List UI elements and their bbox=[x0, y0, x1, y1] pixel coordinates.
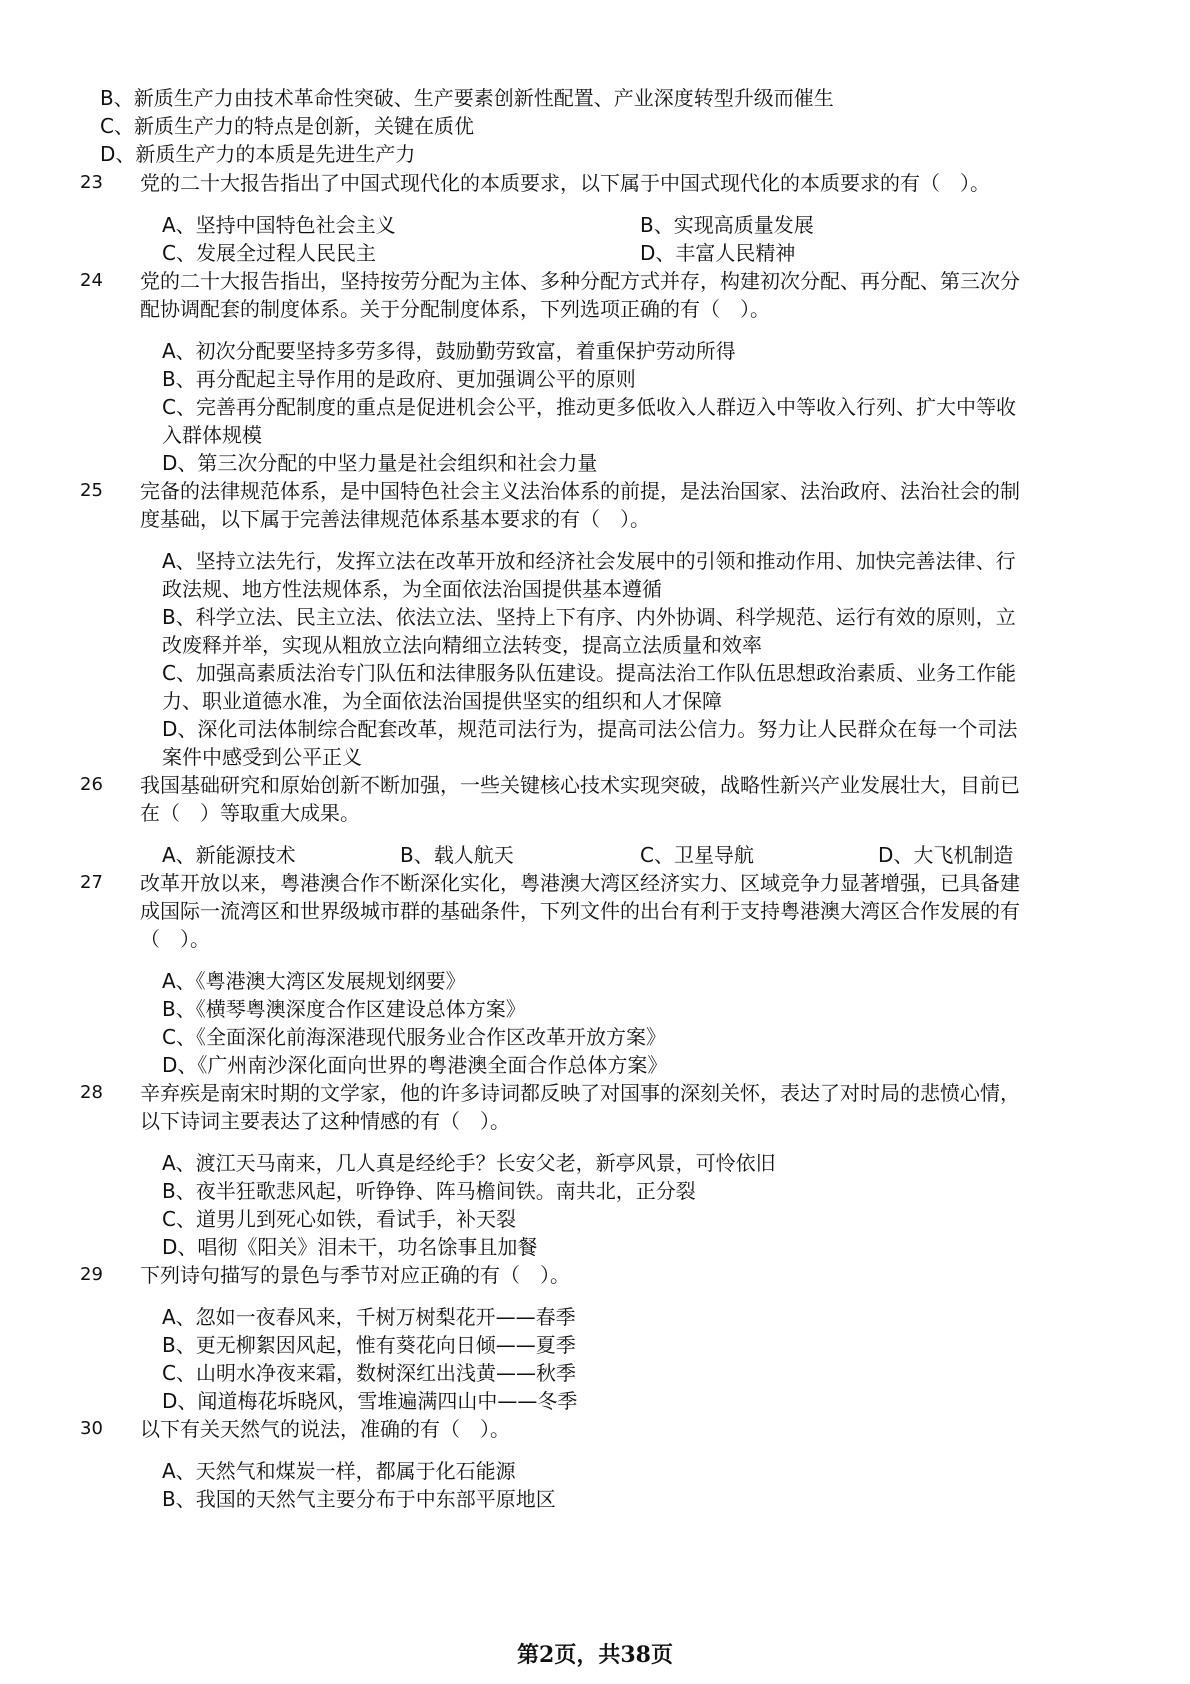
option-text: D、第三次分配的中坚力量是社会组织和社会力量 bbox=[162, 451, 598, 475]
question-number: 24 bbox=[80, 270, 103, 291]
option-text: C、卫星导航 bbox=[640, 843, 754, 867]
option-text: A、初次分配要坚持多劳多得，鼓励勤劳致富，着重保护劳动所得 bbox=[162, 339, 736, 363]
option-text: C、完善再分配制度的重点是促进机会公平，推动更多低收入人群迈入中等收入行列、扩大中等收 bbox=[162, 395, 1016, 419]
option-text: D、新质生产力的本质是先进生产力 bbox=[100, 142, 416, 166]
option-text: C、《全面深化前海深港现代服务业合作区改革开放方案》 bbox=[162, 1025, 666, 1049]
option-text: B、夜半狂歌悲风起，听铮铮、阵马檐间铁。南共北，正分裂 bbox=[162, 1179, 696, 1203]
option-text: 力、职业道德水准，为全面依法治国提供坚实的组织和人才保障 bbox=[162, 689, 722, 713]
option-text: B、科学立法、民主立法、依法立法、坚持上下有序、内外协调、科学规范、运行有效的原则，立 bbox=[162, 605, 1016, 629]
option-text: B、实现高质量发展 bbox=[640, 213, 814, 237]
question-stem: （ ）。 bbox=[140, 927, 210, 951]
question-stem: 在（ ）等取重大成果。 bbox=[140, 801, 360, 825]
option-text: D、丰富人民精神 bbox=[640, 241, 796, 265]
question-stem: 我国基础研究和原始创新不断加强，一些关键核心技术实现突破，战略性新兴产业发展壮大，目前已 bbox=[140, 773, 1020, 797]
question-stem: 完备的法律规范体系，是中国特色社会主义法治体系的前提，是法治国家、法治政府、法治社会的制 bbox=[140, 479, 1020, 503]
option-text: A、天然气和煤炭一样，都属于化石能源 bbox=[162, 1459, 516, 1483]
option-text: 改废释并举，实现从粗放立法向精细立法转变，提高立法质量和效率 bbox=[162, 633, 762, 657]
option-text: D、《广州南沙深化面向世界的粤港澳全面合作总体方案》 bbox=[162, 1053, 668, 1077]
page-footer: 第2页，共38页 bbox=[517, 1642, 673, 1668]
option-text: 政法规、地方性法规体系，为全面依法治国提供基本遵循 bbox=[162, 577, 662, 601]
question-stem: 下列诗句描写的景色与季节对应正确的有（ ）。 bbox=[140, 1263, 570, 1287]
question-stem: 以下有关天然气的说法，准确的有（ ）。 bbox=[140, 1417, 510, 1441]
question-number: 26 bbox=[80, 774, 103, 795]
option-text: B、再分配起主导作用的是政府、更加强调公平的原则 bbox=[162, 367, 636, 391]
option-text: C、山明水净夜来霜，数树深红出浅黄——秋季 bbox=[162, 1361, 576, 1385]
question-stem: 以下诗词主要表达了这种情感的有（ ）。 bbox=[140, 1109, 510, 1133]
option-text: 案件中感受到公平正义 bbox=[162, 745, 362, 769]
option-text: A、坚持立法先行，发挥立法在改革开放和经济社会发展中的引领和推动作用、加快完善法律、行 bbox=[162, 549, 1016, 573]
option-text: C、道男儿到死心如铁，看试手，补天裂 bbox=[162, 1207, 516, 1231]
option-text: 入群体规模 bbox=[162, 423, 262, 447]
option-text: A、坚持中国特色社会主义 bbox=[162, 213, 396, 237]
option-text: D、深化司法体制综合配套改革，规范司法行为，提高司法公信力。努力让人民群众在每一个司法 bbox=[162, 717, 1018, 741]
question-stem: 配协调配套的制度体系。关于分配制度体系，下列选项正确的有（ ）。 bbox=[140, 297, 770, 321]
question-number: 28 bbox=[80, 1082, 103, 1103]
option-text: B、《横琴粤澳深度合作区建设总体方案》 bbox=[162, 997, 526, 1021]
question-number: 23 bbox=[80, 172, 103, 193]
option-text: C、发展全过程人民民主 bbox=[162, 241, 376, 265]
question-stem: 成国际一流湾区和世界级城市群的基础条件，下列文件的出台有利于支持粤港澳大湾区合作发展的有 bbox=[140, 899, 1020, 923]
question-stem: 党的二十大报告指出了中国式现代化的本质要求，以下属于中国式现代化的本质要求的有（ ）。 bbox=[140, 171, 990, 195]
option-text: B、载人航天 bbox=[400, 843, 514, 867]
option-text: D、大飞机制造 bbox=[878, 843, 1014, 867]
option-text: C、加强高素质法治专门队伍和法律服务队伍建设。提高法治工作队伍思想政治素质、业务工作能 bbox=[162, 661, 1016, 685]
option-text: A、新能源技术 bbox=[162, 843, 296, 867]
option-text: D、唱彻《阳关》泪未干，功名馀事且加餐 bbox=[162, 1235, 538, 1259]
question-stem: 党的二十大报告指出，坚持按劳分配为主体、多种分配方式并存，构建初次分配、再分配、第三次分 bbox=[140, 269, 1020, 293]
option-text: D、闻道梅花坼晓风，雪堆遍满四山中——冬季 bbox=[162, 1389, 578, 1413]
question-number: 30 bbox=[80, 1418, 103, 1439]
option-text: B、新质生产力由技术革命性突破、生产要素创新性配置、产业深度转型升级而催生 bbox=[100, 86, 834, 110]
option-text: A、《粤港澳大湾区发展规划纲要》 bbox=[162, 969, 466, 993]
question-number: 29 bbox=[80, 1264, 103, 1285]
question-number: 27 bbox=[80, 872, 103, 893]
question-stem: 度基础，以下属于完善法律规范体系基本要求的有（ ）。 bbox=[140, 507, 650, 531]
question-number: 25 bbox=[80, 480, 103, 501]
question-stem: 辛弃疾是南宋时期的文学家，他的许多诗词都反映了对国事的深刻关怀，表达了对时局的悲愤心情， bbox=[140, 1081, 1020, 1105]
option-text: A、忽如一夜春风来，千树万树梨花开——春季 bbox=[162, 1305, 576, 1329]
option-text: C、新质生产力的特点是创新，关键在质优 bbox=[100, 114, 474, 138]
question-stem: 改革开放以来，粤港澳合作不断深化实化，粤港澳大湾区经济实力、区域竞争力显著增强，已具备建 bbox=[140, 871, 1020, 895]
option-text: B、更无柳絮因风起，惟有葵花向日倾——夏季 bbox=[162, 1333, 576, 1357]
option-text: A、渡江天马南来，几人真是经纶手？长安父老，新亭风景，可怜依旧 bbox=[162, 1151, 776, 1175]
option-text: B、我国的天然气主要分布于中东部平原地区 bbox=[162, 1487, 556, 1511]
